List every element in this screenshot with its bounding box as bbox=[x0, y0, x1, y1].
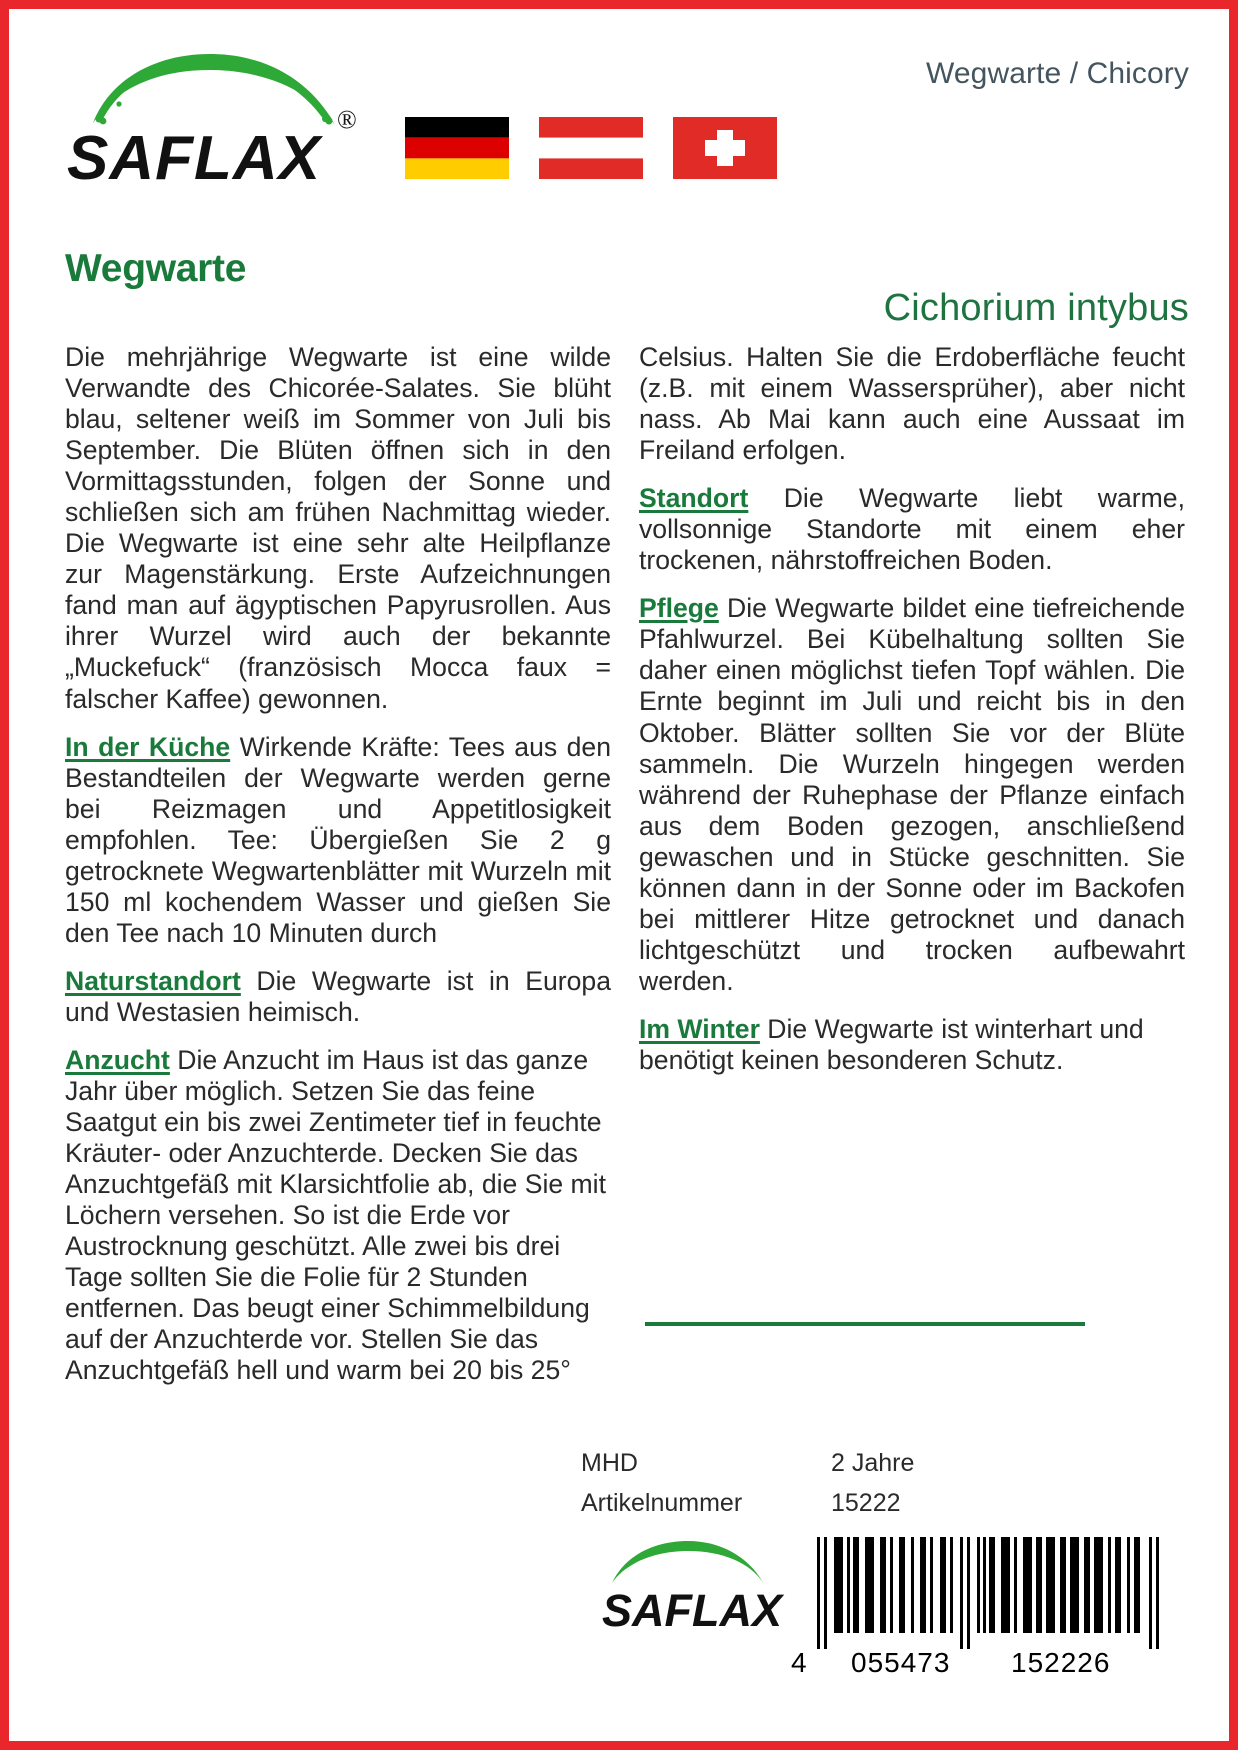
meta-row-article-number bbox=[581, 1489, 1011, 1518]
section-heading-location: Standort bbox=[639, 483, 749, 514]
germany-flag bbox=[405, 117, 509, 179]
paragraph-location bbox=[639, 483, 1185, 576]
product-meta bbox=[581, 1449, 1011, 1529]
ean13-barcode bbox=[791, 1537, 1187, 1707]
title-row bbox=[65, 247, 1189, 337]
swoosh-icon bbox=[89, 49, 339, 127]
section-heading-cultivation: Anzucht bbox=[65, 1044, 170, 1075]
ean-lead-digit: 4 bbox=[791, 1647, 808, 1678]
section-heading-kitchen: In der Küche bbox=[65, 731, 231, 762]
footer-saflax-wordmark bbox=[601, 1582, 791, 1640]
paragraph-care bbox=[639, 593, 1185, 997]
right-column bbox=[639, 342, 1185, 1387]
header-product-title: Wegwarte / Chicory bbox=[926, 57, 1189, 90]
meta-row-mhd bbox=[581, 1449, 1011, 1478]
switzerland-flag bbox=[673, 117, 777, 179]
footer-swoosh-icon bbox=[609, 1538, 767, 1586]
svg-text:SAFLAX: SAFLAX bbox=[602, 1585, 782, 1636]
article-number-value: 15222 bbox=[831, 1489, 901, 1517]
common-name-heading: Wegwarte bbox=[65, 247, 247, 290]
section-body-kitchen: Wirkende Kräfte: Tees aus den Bestandteilen der Wegwarte werden gerne bei Reizmagen und Appetitlosigkeit empfohlen. Tee: Übergießen Sie 2 g getrocknete Wegwartenblätter mit Wurzeln mit 150 ml kochendem Wasser und gießen Sie den Tee nach 10 Minuten durch bbox=[65, 731, 612, 948]
mhd-label: MHD bbox=[581, 1449, 638, 1477]
mhd-value: 2 Jahre bbox=[831, 1449, 915, 1477]
paragraph-cultivation-continued: Celsius. Halten Sie die Erdoberfläche feucht (z.B. mit einem Wassersprüher), aber nicht nass. Ab Mai kann auch eine Aussaat im Freiland erfolgen. bbox=[639, 342, 1185, 466]
section-body-cultivation: Die Anzucht im Haus ist das ganze Jahr über möglich. Setzen Sie das feine Saatgut ein bis zwei Zentimeter tief in feuchte Kräuter- oder Anzuchterde. Decken Sie das Anzuchtgefäß mit Klarsichtfolie ab, die Sie mit Löchern versehen. So ist die Erde vor Austrocknung geschützt. Alle zwei bis drei Tage sollten Sie die Folie für 2 Stunden entfernen. Das beugt einer Schimmelbildung auf der Anzuchterde vor. Stellen Sie das Anzuchtgefäß hell und warm bei 20 bis 25° bbox=[65, 1044, 606, 1386]
section-heading-habitat: Naturstandort bbox=[65, 965, 241, 996]
left-column bbox=[65, 342, 611, 1387]
paragraph-intro: Die mehrjährige Wegwarte ist eine wilde Verwandte des Chicorée-Salates. Sie blüht blau, seltener weiß im Sommer von Juli bis September. Die Blüten öffnen sich in den Vormittagsstunden, folgen der Sonne und schließen sich am frühen Nachmittag wieder. Die Wegwarte ist eine sehr alte Heilpflanze zur Magenstärkung. Erste Aufzeichnungen fand man auf ägyptischen Papyrusrollen. Aus ihrer Wurzel wird auch der bekannte „Muckefuck“ (französisch Mocca faux = falscher Kaffee) gewonnen. bbox=[65, 342, 611, 714]
saflax-logo bbox=[65, 49, 395, 199]
section-body-care: Die Wegwarte bildet eine tiefreichende Pfahlwurzel. Bei Kübelhaltung sollten Sie daher einen möglichst tiefen Topf wählen. Die Ernte beginnt im Juli und reicht bis in den Oktober. Blätter sollten Sie vor der Blüte sammeln. Die Wurzeln hingegen werden während der Ruhephase der Pflanze einfach aus dem Boden gezogen, anschließend gewaschen und in Stücke geschnitten. Sie können dann in der Sonne oder im Backofen bei mittlerer Hitze getrocknet und danach lichtgeschützt und trocken aufbewahrt werden. bbox=[639, 593, 1185, 996]
footer-divider bbox=[645, 1322, 1085, 1326]
paragraph-winter bbox=[639, 1014, 1185, 1076]
footer-saflax-logo bbox=[601, 1538, 791, 1646]
section-body-winter: Die Wegwarte ist winterhart und benötigt keinen besonderen Schutz. bbox=[639, 1013, 1144, 1075]
austria-flag bbox=[539, 117, 643, 179]
ean13-digits bbox=[791, 1647, 1187, 1687]
section-body-habitat: Die Wegwarte ist in Europa und Westasien heimisch. bbox=[65, 965, 611, 1027]
svg-text:SAFLAX: SAFLAX bbox=[67, 124, 321, 193]
paragraph-habitat bbox=[65, 966, 611, 1028]
article-number-label: Artikelnummer bbox=[581, 1489, 743, 1517]
section-body-location: Die Wegwarte liebt warme, vollsonnige Standorte mit einem eher trockenen, nährstoffreichen Boden. bbox=[639, 483, 1185, 576]
section-heading-winter: Im Winter bbox=[639, 1013, 760, 1044]
section-heading-care: Pflege bbox=[639, 593, 719, 624]
paragraph-cultivation bbox=[65, 1045, 611, 1387]
registered-trademark-mark: ® bbox=[337, 105, 357, 134]
header bbox=[65, 31, 1189, 201]
scientific-name: Cichorium intybus bbox=[883, 287, 1189, 329]
ean-left-group: 055473 bbox=[851, 1647, 951, 1678]
barcode-bars bbox=[791, 1537, 1187, 1649]
ean-right-group: 152226 bbox=[1011, 1647, 1111, 1678]
paragraph-kitchen bbox=[65, 732, 611, 949]
saflax-wordmark bbox=[65, 119, 395, 197]
body-columns bbox=[65, 342, 1185, 1387]
country-flags bbox=[405, 117, 777, 179]
